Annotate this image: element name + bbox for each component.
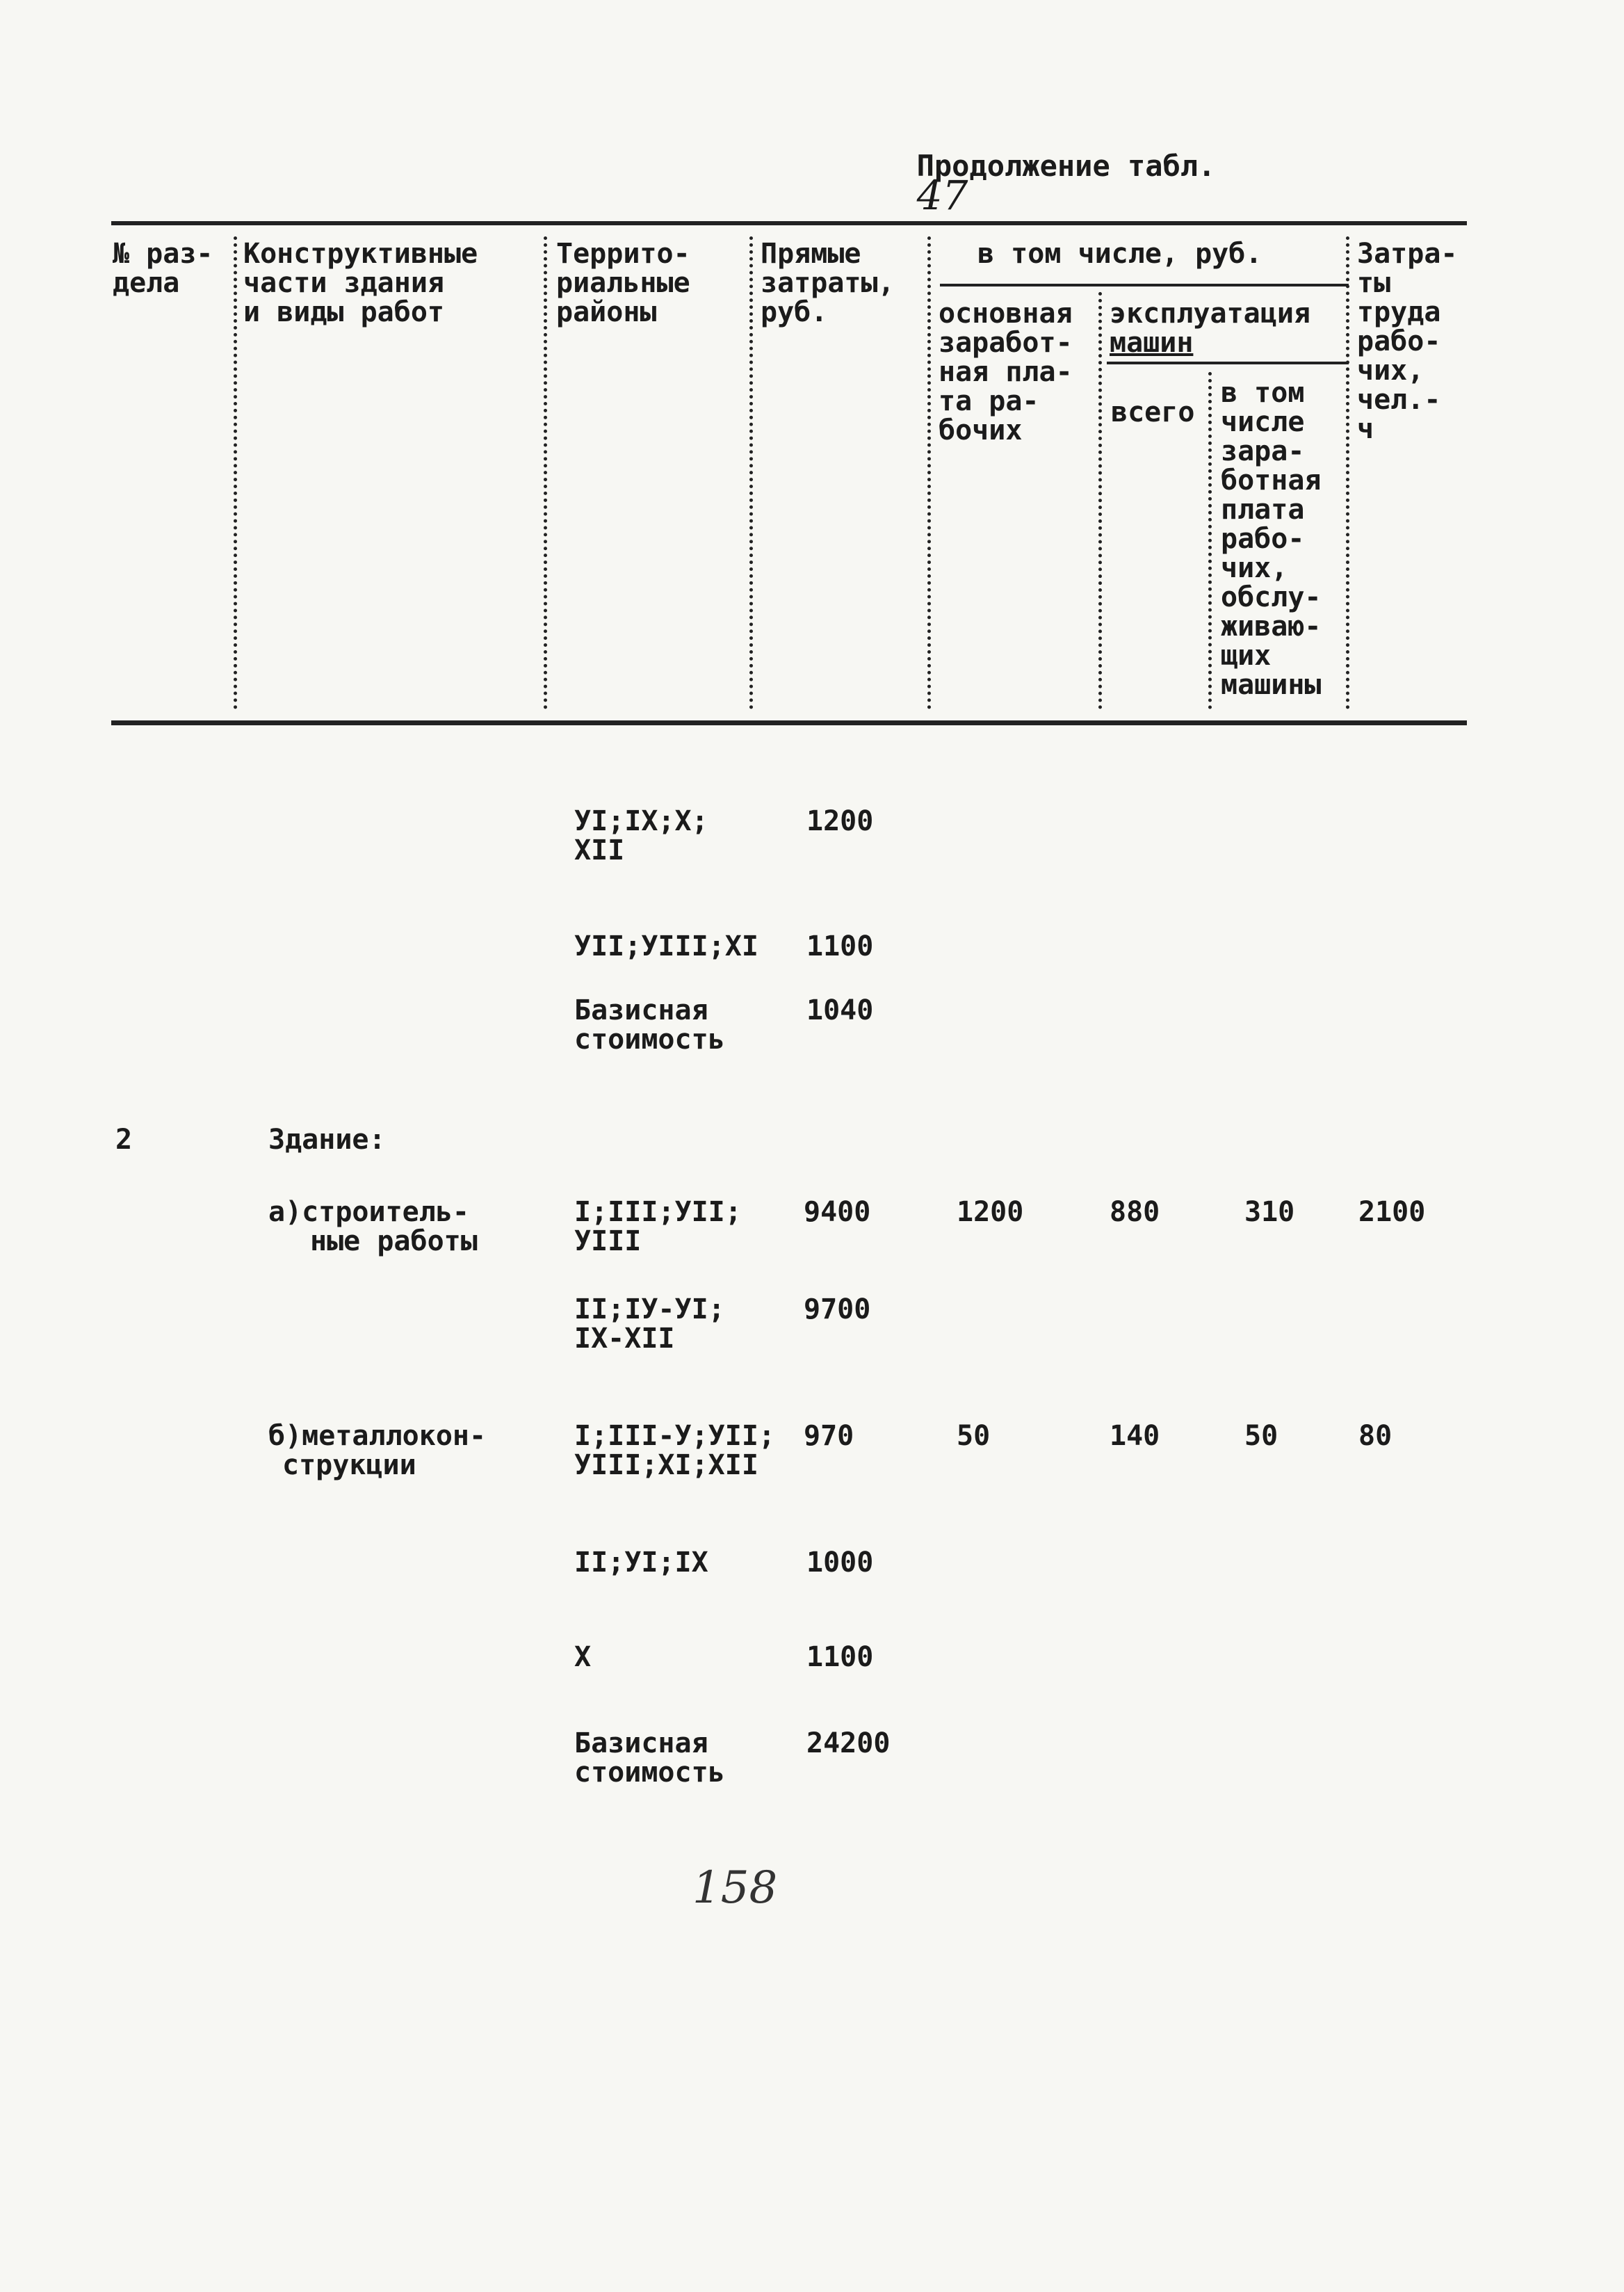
header-labor-costs: Затра- ты труда рабо- чих, чел.- ч: [1357, 238, 1458, 445]
table-row-region: Базисная стоимость: [574, 994, 725, 1056]
table-row-part: а)строитель- ные работы: [268, 1196, 478, 1257]
table-row-region: Базисная стоимость: [574, 1727, 725, 1789]
table-row-region: X: [574, 1641, 592, 1673]
header-parts-and-works: Конструктивные части здания и виды работ: [243, 238, 478, 328]
table-row-labor: 2100: [1358, 1196, 1426, 1228]
header-machine-operation: эксплуатация машин: [1110, 298, 1310, 359]
divider-6: [1208, 372, 1212, 709]
header-top-rule: [111, 221, 1467, 225]
table-row-direct-cost: 1040: [806, 994, 874, 1026]
group-rule: [940, 284, 1349, 286]
divider-3: [749, 236, 753, 709]
table-row-direct-cost: 9700: [804, 1293, 871, 1325]
header-machine-total: всего: [1111, 396, 1195, 428]
caption-number: 47: [916, 172, 968, 219]
machine-rule: [1107, 362, 1349, 364]
table-row-part: б)металлокон- струкции: [268, 1420, 487, 1481]
table-row-direct-cost: 24200: [806, 1727, 891, 1759]
table-caption: [882, 122, 1216, 219]
table-row-direct-cost: 1200: [806, 805, 874, 837]
table-row-machine-wages: 50: [1244, 1420, 1278, 1452]
table-row-region: УII;УIII;XI: [574, 930, 758, 962]
table-row-machine-wages: 310: [1244, 1196, 1295, 1228]
header-group-label: в том числе, руб.: [977, 238, 1262, 270]
table-row-direct-cost: 970: [804, 1420, 854, 1452]
table-row-region: II;УI;IX: [574, 1547, 708, 1579]
section-title: Здание:: [268, 1124, 386, 1156]
table-row-machine-total: 880: [1110, 1196, 1160, 1228]
page-number: 158: [692, 1862, 778, 1914]
table-row-direct-cost: 1100: [806, 930, 874, 962]
table-row-direct-cost: 9400: [804, 1196, 871, 1228]
section-number: 2: [115, 1124, 133, 1156]
header-section-number: № раз- дела: [113, 238, 213, 299]
divider-7: [1346, 236, 1349, 709]
table-row-region: I;III-У;УII; УIII;XI;XII: [574, 1420, 775, 1481]
divider-5: [1098, 292, 1102, 709]
table-row-base-wages: 50: [957, 1420, 991, 1452]
table-row-region: II;IУ-УI; IX-XII: [574, 1293, 725, 1355]
table-row-direct-cost: 1100: [806, 1641, 874, 1673]
table-row-labor: 80: [1358, 1420, 1392, 1452]
divider-2: [544, 236, 547, 709]
header-base-wages: основная заработ- ная пла- та ра- бочих: [939, 298, 1073, 446]
divider-1: [234, 236, 237, 709]
header-bottom-rule: [111, 720, 1467, 725]
table-row-region: I;III;УII; УIII: [574, 1196, 742, 1257]
table-row-base-wages: 1200: [957, 1196, 1024, 1228]
table-row-region: УI;IX;X; XII: [574, 805, 708, 866]
header-regions: Террито- риальные районы: [556, 238, 690, 328]
divider-4: [927, 236, 931, 709]
header-direct-costs: Прямые затраты, руб.: [761, 238, 895, 328]
header-machine-wages: в том числе зара- ботная плата рабо- чих, обслу- живаю- щих машины: [1221, 377, 1322, 701]
table-row-direct-cost: 1000: [806, 1547, 874, 1579]
table-row-machine-total: 140: [1110, 1420, 1160, 1452]
caption-text: Продолжение табл.: [916, 149, 1216, 183]
